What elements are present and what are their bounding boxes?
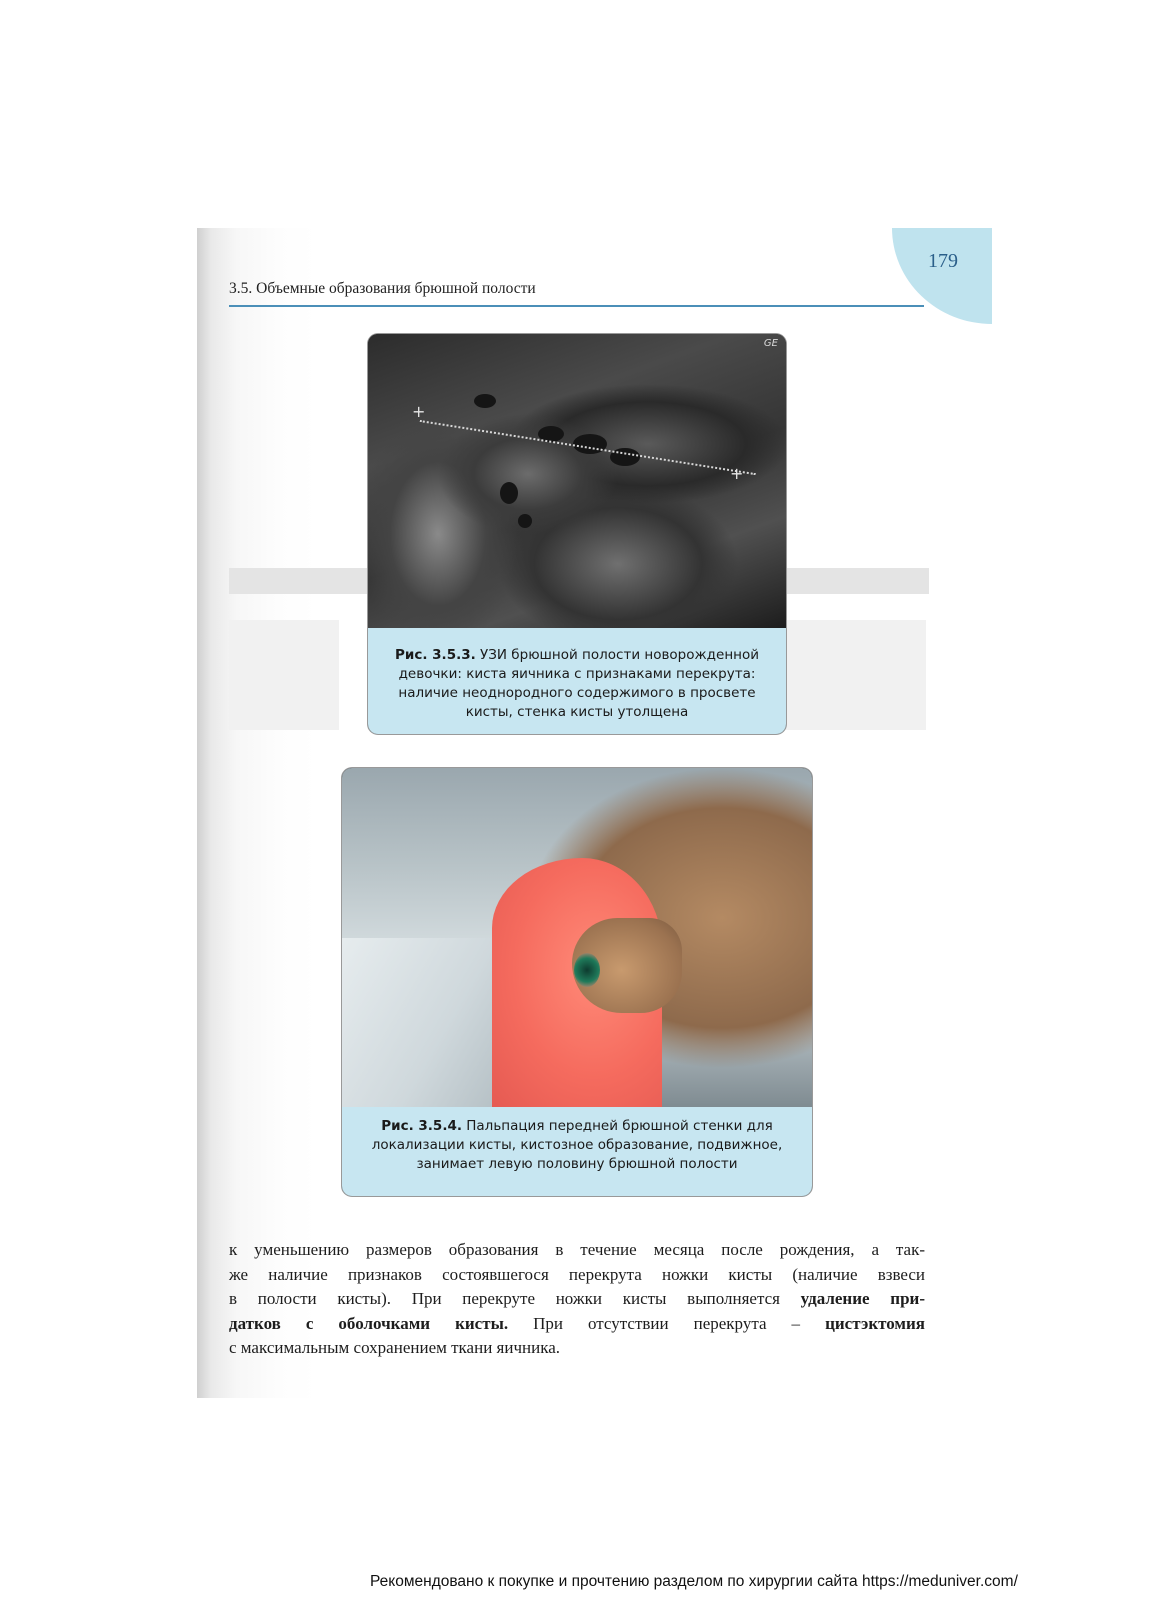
footer-recommendation: Рекомендовано к покупке и прочтению разделом по хирургии сайта https://meduniver.com/ xyxy=(370,1573,1018,1590)
measurement-cursor-start: + xyxy=(412,402,426,421)
body-line: с максимальным сохранением ткани яичника. xyxy=(229,1338,561,1357)
body-line: датков с оболочками кисты. При отсутствии перекрута – цистэктомия xyxy=(229,1313,925,1333)
figure-3-5-4 xyxy=(342,768,812,1196)
figure-label: Рис. 3.5.4. xyxy=(381,1118,462,1134)
umbilicus xyxy=(574,953,600,987)
running-head: 3.5. Объемные образования брюшной полости xyxy=(229,280,536,297)
clinical-photo xyxy=(342,768,812,1107)
body-line: же наличие признаков состоявшегося перекрута ножки кисты (наличие взвеси xyxy=(229,1264,925,1284)
body-line: в полости кисты). При перекруте ножки кисты выполняется удаление при- xyxy=(229,1289,925,1308)
figure-3-5-3 xyxy=(368,334,786,734)
page-number: 179 xyxy=(928,250,958,272)
figure-label: Рис. 3.5.3. xyxy=(394,647,476,663)
measurement-line xyxy=(420,420,756,475)
measurement-cursor-end: + xyxy=(730,464,744,483)
body-paragraph xyxy=(229,1238,925,1361)
body-line: к уменьшению размеров образования в течение месяца после рождения, а так- xyxy=(229,1240,925,1259)
header-rule xyxy=(229,305,924,307)
bleed-through-block xyxy=(786,620,926,730)
figure-caption: Рис. 3.5.3. УЗИ брюшной полости новорожденной девочки: киста яичника с признаками перекрута: наличие неоднородного содержимого в просвете кисты, стенка кисты утолщена xyxy=(368,628,786,734)
bleed-through-block xyxy=(229,620,339,730)
figure-caption: Рис. 3.5.4. Пальпация передней брюшной стенки для локализации кисты, кистозное образование, подвижное, занимает левую половину брюшной полости xyxy=(342,1107,812,1196)
scanner-mark: GE xyxy=(763,338,778,349)
surgical-drape xyxy=(342,938,502,1108)
ultrasound-image xyxy=(368,334,786,628)
